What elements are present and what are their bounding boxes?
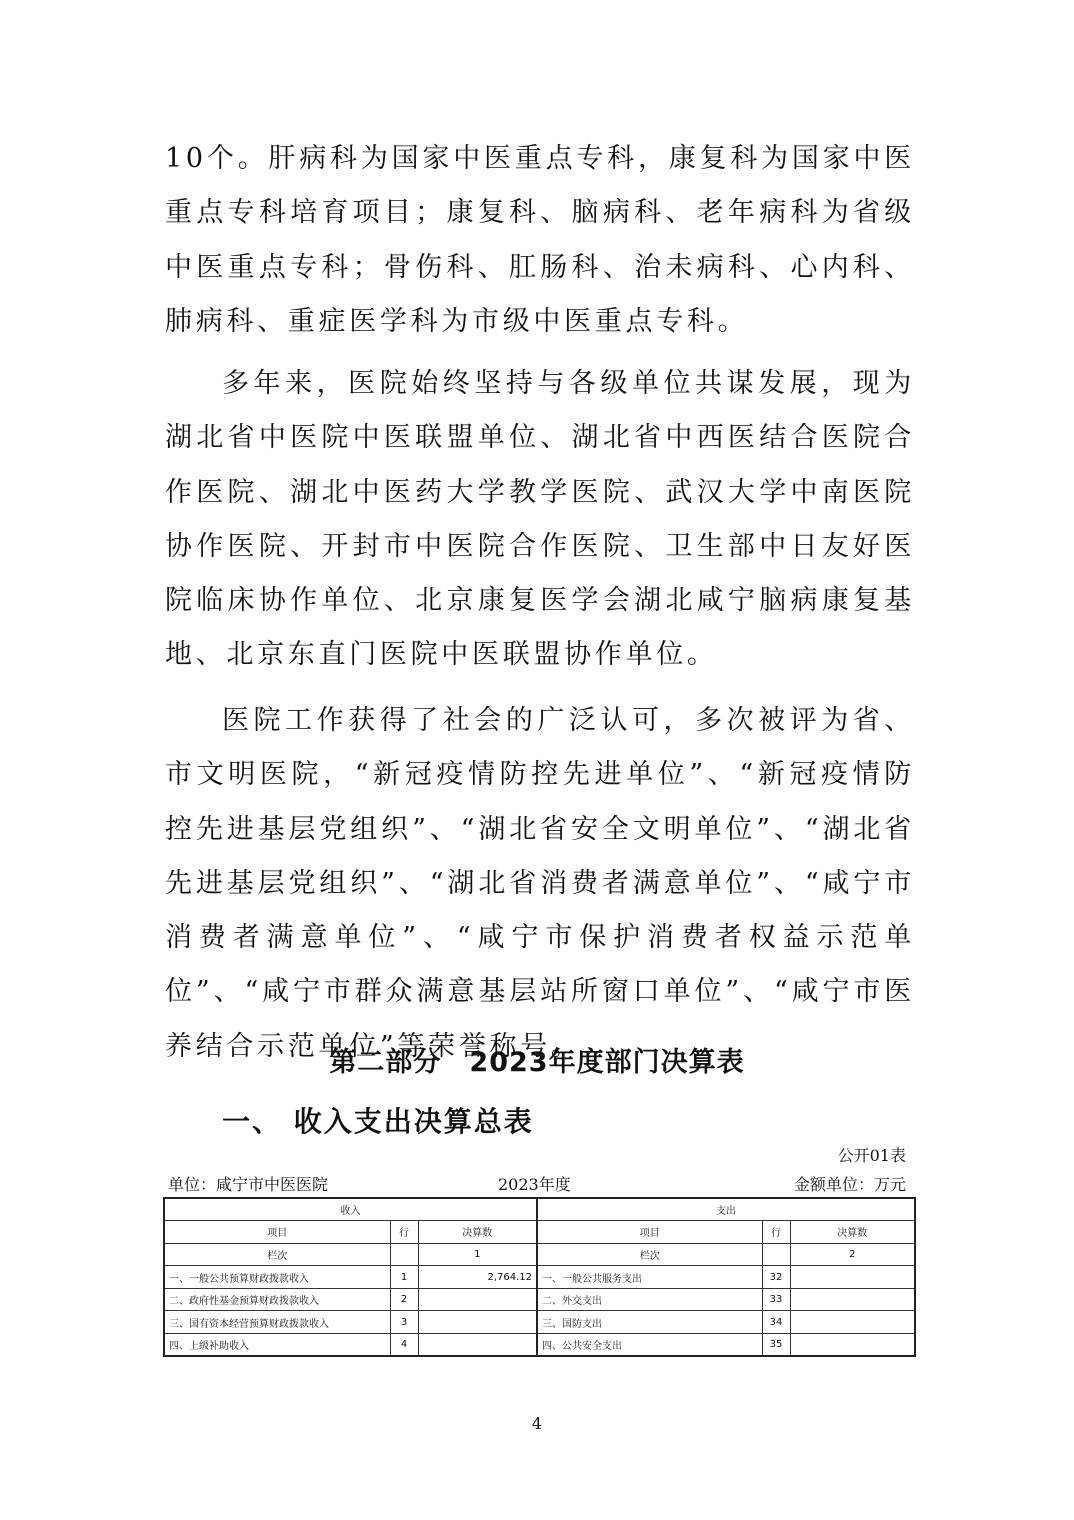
income-item-header: 项目 — [164, 1221, 390, 1244]
income-row-number: 4 — [390, 1334, 418, 1357]
income-column-number: 1 — [418, 1243, 537, 1266]
expense-item: 四、公共安全支出 — [537, 1334, 762, 1357]
expense-amount — [790, 1288, 915, 1311]
table-row — [164, 1288, 915, 1311]
form-number: 公开01表 — [837, 1146, 906, 1165]
paragraph-specialties: 10个。肝病科为国家中医重点专科，康复科为国家中医重点专科培育项目；康复科、脑病科、老年病科为省级中医重点专科；骨伤科、肛肠科、治未病科、心内科、肺病科、重症医学科为市级中医重点专科。 — [165, 143, 915, 337]
expense-column-label: 栏次 — [537, 1243, 762, 1266]
expense-row-number: 34 — [762, 1311, 790, 1334]
expense-row-header: 行 — [762, 1221, 790, 1244]
paragraph-honors: 医院工作获得了社会的广泛认可，多次被评为省、市文明医院，“新冠疫情防控先进单位”、“新冠疫情防控先进基层党组织”、“湖北省安全文明单位”、“湖北省先进基层党组织”、“湖北省消费者满意单位”、“咸宁市消费者满意单位”、“咸宁市保护消费者权益示范单位”、“咸宁市群众满意基层站所窗口单位”、“咸宁市医养结合示范单位”等荣誉称号。 — [165, 705, 915, 1062]
income-amount: 2,764.12 — [418, 1266, 537, 1289]
income-row-header: 行 — [390, 1221, 418, 1244]
expense-column-number: 2 — [790, 1243, 915, 1266]
table-group-header-row — [164, 1198, 915, 1221]
income-item: 一、一般公共预算财政拨款收入 — [164, 1266, 390, 1289]
expense-item-header: 项目 — [537, 1221, 762, 1244]
page-number: 4 — [531, 1414, 543, 1433]
expense-amount — [790, 1334, 915, 1357]
table-column-header-row — [164, 1221, 915, 1244]
income-expense-table — [163, 1197, 916, 1357]
unit-label: 单位：咸宁市中医医院 — [168, 1175, 329, 1194]
empty-cell — [390, 1243, 418, 1266]
table-row — [164, 1311, 915, 1334]
expense-item: 三、国防支出 — [537, 1311, 762, 1334]
table-column-number-row — [164, 1243, 915, 1266]
income-amount — [418, 1311, 537, 1334]
amount-unit-label: 金额单位：万元 — [793, 1175, 906, 1194]
income-amount — [418, 1288, 537, 1311]
income-amount — [418, 1334, 537, 1357]
income-item: 三、国有资本经营预算财政拨款收入 — [164, 1311, 390, 1334]
expense-row-number: 32 — [762, 1266, 790, 1289]
expense-amount-header: 决算数 — [790, 1221, 915, 1244]
expense-row-number: 35 — [762, 1334, 790, 1357]
expense-amount — [790, 1311, 915, 1334]
income-row-number: 3 — [390, 1311, 418, 1334]
income-header: 收入 — [164, 1198, 537, 1221]
expense-item: 二、外交支出 — [537, 1288, 762, 1311]
expense-amount — [790, 1266, 915, 1289]
part-title: 第二部分 2023年度部门决算表 — [329, 1047, 745, 1078]
income-row-number: 2 — [390, 1288, 418, 1311]
year-label: 2023年度 — [498, 1175, 571, 1194]
table-row — [164, 1334, 915, 1357]
section-title: 一、 收入支出决算总表 — [222, 1105, 534, 1138]
income-amount-header: 决算数 — [418, 1221, 537, 1244]
empty-cell — [762, 1243, 790, 1266]
expense-item: 一、一般公共服务支出 — [537, 1266, 762, 1289]
income-item: 二、政府性基金预算财政拨款收入 — [164, 1288, 390, 1311]
table-row — [164, 1266, 915, 1289]
income-item: 四、上级补助收入 — [164, 1334, 390, 1357]
income-row-number: 1 — [390, 1266, 418, 1289]
expense-row-number: 33 — [762, 1288, 790, 1311]
paragraph-cooperation: 多年来，医院始终坚持与各级单位共谋发展，现为湖北省中医院中医联盟单位、湖北省中西医结合医院合作医院、湖北中医药大学教学医院、武汉大学中南医院协作医院、开封市中医院合作医院、卫生部中日友好医院临床协作单位、北京康复医学会湖北咸宁脑病康复基地、北京东直门医院中医联盟协作单位。 — [165, 368, 915, 671]
expense-header: 支出 — [537, 1198, 915, 1221]
income-column-label: 栏次 — [164, 1243, 390, 1266]
